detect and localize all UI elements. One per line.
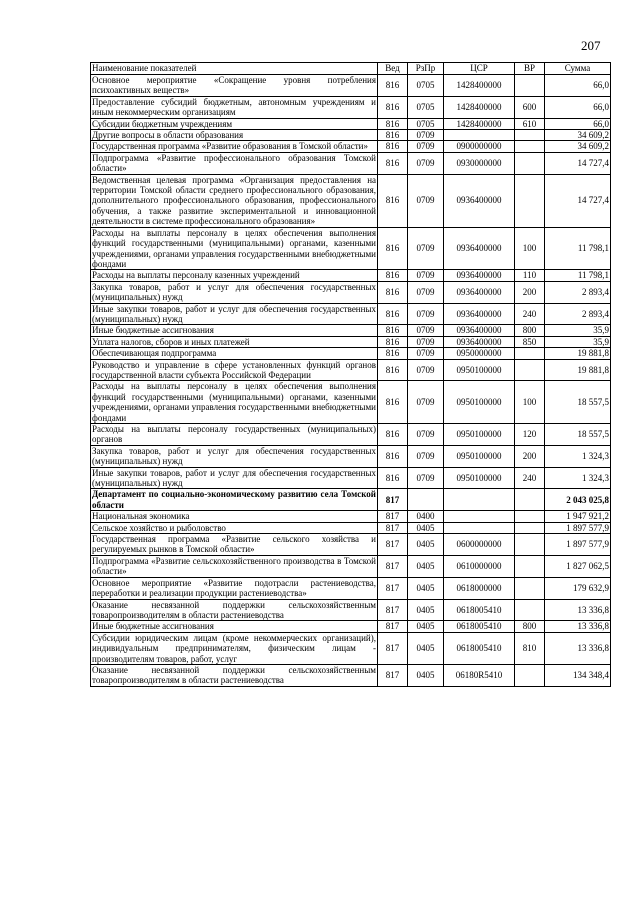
cell-sum: 13 336,8 bbox=[545, 632, 611, 664]
cell-rzpr: 0709 bbox=[408, 336, 444, 347]
header-name: Наименование показателей bbox=[91, 63, 378, 75]
table-row bbox=[91, 555, 611, 577]
header-vr: ВР bbox=[515, 63, 545, 75]
cell-sum: 34 609,2 bbox=[545, 141, 611, 152]
cell-ved: 816 bbox=[378, 270, 408, 281]
cell-name: Иные бюджетные ассигнования bbox=[91, 621, 378, 632]
cell-sum: 2 893,4 bbox=[545, 303, 611, 325]
table-row bbox=[91, 270, 611, 281]
cell-rzpr: 0405 bbox=[408, 621, 444, 632]
cell-ved: 816 bbox=[378, 152, 408, 174]
cell-ved: 816 bbox=[378, 75, 408, 97]
cell-sum: 35,9 bbox=[545, 336, 611, 347]
cell-rzpr: 0709 bbox=[408, 130, 444, 141]
table-row bbox=[91, 174, 611, 227]
cell-name: Расходы на выплаты персоналу в целях обеспечения выполнения функций государственными (муниципальными) органами, казенными учреждениями, органами управления государственными внебюджетными фондами bbox=[92, 381, 376, 423]
cell-csr bbox=[444, 130, 515, 141]
cell-sum: 1 827 062,5 bbox=[545, 555, 611, 577]
cell-name: Основное мероприятие «Развитие подотрасли растениеводства, переработки и реализации продукции растениеводства» bbox=[92, 577, 376, 599]
cell-sum: 18 557,5 bbox=[545, 381, 611, 424]
cell-name: Уплата налогов, сборов и иных платежей bbox=[91, 336, 378, 347]
cell-name: Обеспечивающая подпрограмма bbox=[91, 348, 378, 359]
cell-vr: 120 bbox=[515, 424, 545, 446]
table-row bbox=[91, 599, 611, 621]
cell-sum: 19 881,8 bbox=[545, 348, 611, 359]
cell-ved: 816 bbox=[378, 336, 408, 347]
cell-rzpr: 0709 bbox=[408, 467, 444, 489]
cell-name: Подпрограмма «Развитие сельскохозяйственного производства в Томской области» bbox=[92, 555, 376, 577]
cell-rzpr bbox=[408, 489, 444, 511]
cell-vr: 200 bbox=[515, 445, 545, 467]
cell-csr: 0936400000 bbox=[444, 325, 515, 336]
cell-sum: 1 897 577,9 bbox=[545, 522, 611, 533]
cell-rzpr: 0709 bbox=[408, 281, 444, 303]
cell-rzpr: 0709 bbox=[408, 325, 444, 336]
cell-name: Сельское хозяйство и рыболовство bbox=[91, 522, 378, 533]
cell-vr bbox=[515, 75, 545, 97]
cell-rzpr: 0705 bbox=[408, 75, 444, 97]
cell-sum: 18 557,5 bbox=[545, 424, 611, 446]
table-row bbox=[91, 96, 611, 118]
cell-vr bbox=[515, 577, 545, 599]
cell-csr: 06180R5410 bbox=[444, 664, 515, 686]
table-row bbox=[91, 75, 611, 97]
cell-vr bbox=[515, 174, 545, 227]
cell-csr: 0936400000 bbox=[444, 227, 515, 270]
cell-csr: 0950100000 bbox=[444, 445, 515, 467]
cell-vr: 800 bbox=[515, 325, 545, 336]
cell-name: Иные закупки товаров, работ и услуг для обеспечения государственных (муниципальных) нужд bbox=[92, 467, 376, 489]
cell-name: Расходы на выплаты персоналу казенных учреждений bbox=[91, 270, 378, 281]
table-row bbox=[91, 522, 611, 533]
cell-sum: 179 632,9 bbox=[545, 577, 611, 599]
cell-sum: 2 893,4 bbox=[545, 281, 611, 303]
cell-ved: 816 bbox=[378, 381, 408, 424]
cell-csr: 1428400000 bbox=[444, 75, 515, 97]
cell-ved: 816 bbox=[378, 467, 408, 489]
cell-vr: 240 bbox=[515, 467, 545, 489]
cell-csr: 0950100000 bbox=[444, 467, 515, 489]
table-body bbox=[91, 75, 611, 687]
cell-ved: 816 bbox=[378, 303, 408, 325]
cell-ved: 817 bbox=[378, 511, 408, 522]
cell-ved: 816 bbox=[378, 174, 408, 227]
cell-csr bbox=[444, 489, 515, 511]
cell-name: Предоставление субсидий бюджетным, автономным учреждениям и иным некоммерческим организациям bbox=[92, 96, 376, 118]
cell-csr: 0618005410 bbox=[444, 599, 515, 621]
cell-sum: 19 881,8 bbox=[545, 359, 611, 381]
cell-sum: 14 727,4 bbox=[545, 174, 611, 227]
cell-vr: 200 bbox=[515, 281, 545, 303]
table-row bbox=[91, 632, 611, 664]
cell-vr bbox=[515, 130, 545, 141]
cell-ved: 816 bbox=[378, 281, 408, 303]
cell-rzpr: 0405 bbox=[408, 555, 444, 577]
cell-sum: 66,0 bbox=[545, 75, 611, 97]
cell-vr bbox=[515, 522, 545, 533]
cell-ved: 816 bbox=[378, 130, 408, 141]
cell-rzpr: 0705 bbox=[408, 96, 444, 118]
table-header-row bbox=[91, 63, 611, 75]
cell-sum: 2 043 025,8 bbox=[545, 489, 611, 511]
cell-sum: 34 609,2 bbox=[545, 130, 611, 141]
cell-vr: 240 bbox=[515, 303, 545, 325]
cell-name: Государственная программа «Развитие сельского хозяйства и регулируемых рынков в Томской области» bbox=[92, 534, 376, 555]
header-ved: Вед bbox=[378, 63, 408, 75]
header-csr: ЦСР bbox=[444, 63, 515, 75]
cell-csr: 0936400000 bbox=[444, 303, 515, 325]
cell-csr: 0936400000 bbox=[444, 270, 515, 281]
table-row bbox=[91, 381, 611, 424]
table-row bbox=[91, 130, 611, 141]
cell-rzpr: 0400 bbox=[408, 511, 444, 522]
cell-name: Иные закупки товаров, работ и услуг для обеспечения государственных (муниципальных) нужд bbox=[92, 303, 376, 324]
page-number: 207 bbox=[581, 38, 601, 53]
cell-vr: 600 bbox=[515, 96, 545, 118]
table-row bbox=[91, 348, 611, 359]
cell-name: Закупка товаров, работ и услуг для обеспечения государственных (муниципальных) нужд bbox=[92, 445, 376, 467]
table-row bbox=[91, 141, 611, 152]
cell-rzpr: 0709 bbox=[408, 359, 444, 381]
cell-rzpr: 0709 bbox=[408, 348, 444, 359]
cell-rzpr: 0709 bbox=[408, 303, 444, 325]
cell-csr: 0930000000 bbox=[444, 152, 515, 174]
cell-name: Другие вопросы в области образования bbox=[91, 130, 378, 141]
cell-ved: 817 bbox=[378, 577, 408, 599]
cell-rzpr: 0405 bbox=[408, 599, 444, 621]
cell-vr: 800 bbox=[515, 621, 545, 632]
cell-name: Департамент по социально-экономическому развитию села Томской области bbox=[92, 489, 376, 510]
table-row bbox=[91, 152, 611, 174]
cell-csr: 0950000000 bbox=[444, 348, 515, 359]
table-row bbox=[91, 325, 611, 336]
cell-sum: 1 324,3 bbox=[545, 467, 611, 489]
cell-sum: 35,9 bbox=[545, 325, 611, 336]
cell-name: Оказание несвязанной поддержки сельскохозяйственным товаропроизводителям в области растениеводства bbox=[92, 599, 376, 620]
cell-name: Иные бюджетные ассигнования bbox=[91, 325, 378, 336]
cell-ved: 816 bbox=[378, 96, 408, 118]
cell-ved: 816 bbox=[378, 325, 408, 336]
cell-name: Расходы на выплаты персоналу государственных (муниципальных) органов bbox=[92, 424, 376, 445]
cell-ved: 816 bbox=[378, 359, 408, 381]
header-rzpr: РзПр bbox=[408, 63, 444, 75]
cell-csr: 0950100000 bbox=[444, 424, 515, 446]
table-row bbox=[91, 118, 611, 129]
cell-vr bbox=[515, 141, 545, 152]
cell-csr: 0618005410 bbox=[444, 632, 515, 664]
cell-csr: 0610000000 bbox=[444, 555, 515, 577]
cell-ved: 817 bbox=[378, 599, 408, 621]
table-row bbox=[91, 281, 611, 303]
cell-sum: 134 348,4 bbox=[545, 664, 611, 686]
table-row bbox=[91, 303, 611, 325]
cell-name: Оказание несвязанной поддержки сельскохозяйственным товаропроизводителям в области растениеводства bbox=[92, 664, 376, 686]
table-row bbox=[91, 424, 611, 446]
cell-vr: 610 bbox=[515, 118, 545, 129]
cell-rzpr: 0405 bbox=[408, 534, 444, 556]
cell-vr: 110 bbox=[515, 270, 545, 281]
cell-name: Подпрограмма «Развитие профессионального образования Томской области» bbox=[92, 152, 376, 174]
table-row bbox=[91, 489, 611, 511]
cell-ved: 817 bbox=[378, 534, 408, 556]
cell-csr: 0618000000 bbox=[444, 577, 515, 599]
cell-rzpr: 0709 bbox=[408, 270, 444, 281]
cell-vr bbox=[515, 599, 545, 621]
cell-csr: 0900000000 bbox=[444, 141, 515, 152]
cell-vr bbox=[515, 511, 545, 522]
budget-table bbox=[90, 62, 611, 687]
cell-ved: 817 bbox=[378, 632, 408, 664]
cell-rzpr: 0709 bbox=[408, 141, 444, 152]
table-row bbox=[91, 467, 611, 489]
cell-vr: 810 bbox=[515, 632, 545, 664]
cell-name: Основное мероприятие «Сокращение уровня потребления психоактивных веществ» bbox=[92, 75, 376, 96]
cell-name: Закупка товаров, работ и услуг для обеспечения государственных (муниципальных) нужд bbox=[92, 281, 376, 303]
cell-sum: 11 798,1 bbox=[545, 227, 611, 270]
table-row bbox=[91, 511, 611, 522]
cell-rzpr: 0709 bbox=[408, 227, 444, 270]
cell-csr bbox=[444, 511, 515, 522]
cell-csr: 0950100000 bbox=[444, 381, 515, 424]
cell-vr: 100 bbox=[515, 381, 545, 424]
cell-rzpr: 0405 bbox=[408, 632, 444, 664]
cell-ved: 817 bbox=[378, 489, 408, 511]
cell-vr bbox=[515, 359, 545, 381]
cell-csr: 1428400000 bbox=[444, 118, 515, 129]
cell-ved: 817 bbox=[378, 621, 408, 632]
cell-rzpr: 0405 bbox=[408, 522, 444, 533]
cell-ved: 817 bbox=[378, 555, 408, 577]
cell-ved: 816 bbox=[378, 348, 408, 359]
cell-csr bbox=[444, 522, 515, 533]
cell-vr bbox=[515, 152, 545, 174]
cell-ved: 817 bbox=[378, 664, 408, 686]
cell-rzpr: 0405 bbox=[408, 664, 444, 686]
cell-csr: 0936400000 bbox=[444, 336, 515, 347]
header-sum: Сумма bbox=[545, 63, 611, 75]
cell-name: Государственная программа «Развитие образования в Томской области» bbox=[91, 141, 378, 152]
cell-sum: 1 324,3 bbox=[545, 445, 611, 467]
cell-csr: 0618005410 bbox=[444, 621, 515, 632]
cell-name: Национальная экономика bbox=[91, 511, 378, 522]
cell-csr: 0600000000 bbox=[444, 534, 515, 556]
cell-sum: 66,0 bbox=[545, 118, 611, 129]
cell-vr: 850 bbox=[515, 336, 545, 347]
cell-name: Субсидии юридическим лицам (кроме некоммерческих организаций), индивидуальным предпринимателям, физическим лицам - производителям товаров, работ, услуг bbox=[92, 632, 376, 664]
cell-sum: 14 727,4 bbox=[545, 152, 611, 174]
cell-sum: 66,0 bbox=[545, 96, 611, 118]
cell-vr bbox=[515, 664, 545, 686]
cell-sum: 13 336,8 bbox=[545, 599, 611, 621]
table-row bbox=[91, 359, 611, 381]
cell-name: Ведомственная целевая программа «Организация предоставления на территории Томской области среднего профессионального образования, дополнительного профессионального образования, профессионального обучения, а также развитие экспериментальной и инновационной деятельности в системе профессионального образования» bbox=[92, 174, 376, 227]
table-row bbox=[91, 621, 611, 632]
cell-rzpr: 0705 bbox=[408, 118, 444, 129]
table-row bbox=[91, 534, 611, 556]
table-row bbox=[91, 336, 611, 347]
cell-rzpr: 0405 bbox=[408, 577, 444, 599]
cell-name: Расходы на выплаты персоналу в целях обеспечения выполнения функций государственными (муниципальными) органами, казенными учреждениями, органами управления государственными внебюджетными фондами bbox=[92, 227, 376, 269]
cell-csr: 0936400000 bbox=[444, 174, 515, 227]
cell-vr bbox=[515, 489, 545, 511]
table-row bbox=[91, 227, 611, 270]
cell-rzpr: 0709 bbox=[408, 424, 444, 446]
cell-ved: 816 bbox=[378, 227, 408, 270]
cell-rzpr: 0709 bbox=[408, 174, 444, 227]
cell-name: Субсидии бюджетным учреждениям bbox=[91, 118, 378, 129]
cell-ved: 816 bbox=[378, 445, 408, 467]
cell-name: Руководство и управление в сфере установленных функций органов государственной власти субъекта Российской Федерации bbox=[92, 359, 376, 380]
cell-csr: 0950100000 bbox=[444, 359, 515, 381]
cell-sum: 1 947 921,2 bbox=[545, 511, 611, 522]
cell-rzpr: 0709 bbox=[408, 445, 444, 467]
cell-ved: 816 bbox=[378, 141, 408, 152]
cell-csr: 1428400000 bbox=[444, 96, 515, 118]
cell-vr bbox=[515, 348, 545, 359]
cell-vr bbox=[515, 534, 545, 556]
cell-ved: 816 bbox=[378, 118, 408, 129]
cell-ved: 817 bbox=[378, 522, 408, 533]
cell-rzpr: 0709 bbox=[408, 381, 444, 424]
cell-sum: 13 336,8 bbox=[545, 621, 611, 632]
cell-csr: 0936400000 bbox=[444, 281, 515, 303]
table-row bbox=[91, 577, 611, 599]
cell-sum: 1 897 577,9 bbox=[545, 534, 611, 556]
cell-vr bbox=[515, 555, 545, 577]
cell-sum: 11 798,1 bbox=[545, 270, 611, 281]
table-row bbox=[91, 445, 611, 467]
cell-rzpr: 0709 bbox=[408, 152, 444, 174]
table-row bbox=[91, 664, 611, 686]
cell-ved: 816 bbox=[378, 424, 408, 446]
cell-vr: 100 bbox=[515, 227, 545, 270]
